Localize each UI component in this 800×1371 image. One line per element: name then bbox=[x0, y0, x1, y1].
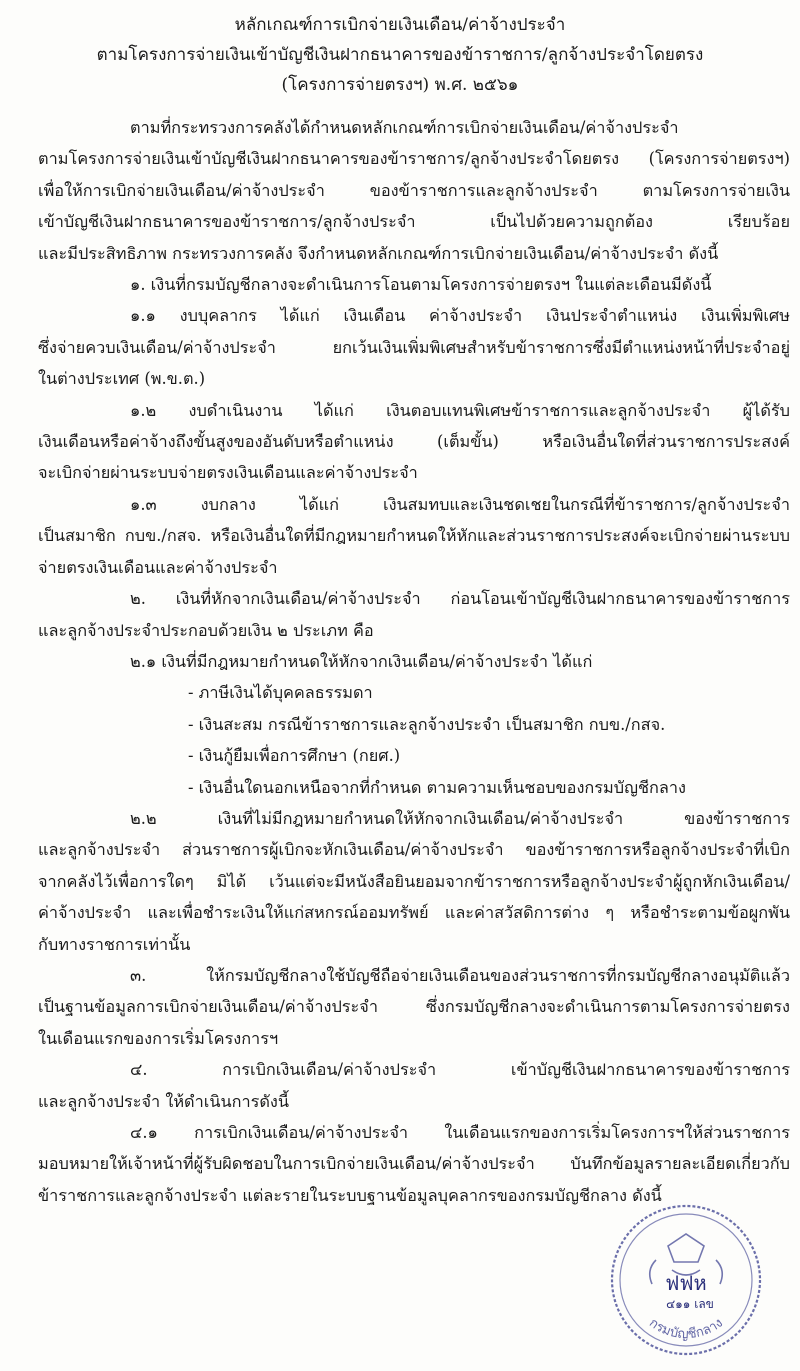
paragraph-line: เป็นสมาชิก กบข./กสจ. หรือเงินอื่นใดที่มีกฎหมายกำหนดให้หักและส่วนราชการประสงค์จะเบิกจ่ายผ่านระบบ bbox=[38, 526, 790, 546]
paragraph-line: ในต่างประเทศ (พ.ข.ต.) bbox=[38, 369, 206, 389]
paragraph-line: และลูกจ้างประจำ ให้ดำเนินการดังนี้ bbox=[38, 1091, 289, 1111]
paragraph-line: และลูกจ้างประจำ ส่วนราชการผู้เบิกจะหักเงินเดือน/ค่าจ้างประจำ ของข้าราชการหรือลูกจ้างประจำที่เบิก bbox=[38, 840, 790, 860]
paragraph-line: ๑.๒ งบดำเนินงาน ได้แก่ เงินตอบแทนพิเศษข้าราชการและลูกจ้างประจำ ผู้ได้รับ bbox=[130, 400, 790, 420]
paragraph-line: จากคลังไว้เพื่อการใดๆ มิได้ เว้นแต่จะมีหนังสือยินยอมจากข้าราชการหรือลูกจ้างประจำผู้ถูกหักเงินเดือน/ bbox=[38, 871, 790, 891]
paragraph-line: และมีประสิทธิภาพ กระทรวงการคลัง จึงกำหนดหลักเกณฑ์การเบิกจ่ายเงินเดือน/ค่าจ้างประจำ ดังนี้ bbox=[38, 243, 719, 263]
paragraph-line: และลูกจ้างประจำประกอบด้วยเงิน ๒ ประเภท คือ bbox=[38, 620, 374, 640]
title-line-2: ตามโครงการจ่ายเงินเข้าบัญชีเงินฝากธนาคารของข้าราชการ/ลูกจ้างประจำโดยตรง bbox=[96, 45, 704, 65]
paragraph-line: ๔.๑ การเบิกเงินเดือน/ค่าจ้างประจำ ในเดือนแรกของการเริ่มโครงการฯให้ส่วนราชการ bbox=[130, 1123, 790, 1142]
garuda-seal-icon bbox=[606, 1200, 766, 1360]
paragraph-line: เงินเดือนหรือค่าจ้างถึงขั้นสูงของอันดับหรือตำแหน่ง (เต็มขั้น) หรือเงินอื่นใดที่ส่วนราชการประสงค์ bbox=[38, 432, 790, 452]
paragraph-line: จ่ายตรงเงินเดือนและค่าจ้างประจำ bbox=[38, 557, 278, 577]
paragraph-line: มอบหมายให้เจ้าหน้าที่ผู้รับผิดชอบในการเบิกจ่ายเงินเดือน/ค่าจ้างประจำ บันทึกข้อมูลรายละเอียดเกี่ยวกับ bbox=[38, 1154, 790, 1174]
paragraph-line: ค่าจ้างประจำ และเพื่อชำระเงินให้แก่สหกรณ์ออมทรัพย์ และค่าสวัสดิการต่าง ๆ หรือชำระตามข้อผูกพัน bbox=[38, 903, 790, 923]
paragraph-line: ๒.๒ เงินที่ไม่มีกฎหมายกำหนดให้หักจากเงินเดือน/ค่าจ้างประจำ ของข้าราชการ bbox=[130, 808, 790, 828]
paragraph-line: ตามที่กระทรวงการคลังได้กำหนดหลักเกณฑ์การเบิกจ่ายเงินเดือน/ค่าจ้างประจำ bbox=[130, 118, 679, 137]
subsection-heading: ๒.๑ เงินที่มีกฎหมายกำหนดให้หักจากเงินเดือน/ค่าจ้างประจำ ได้แก่ bbox=[130, 651, 593, 671]
title-line-3: (โครงการจ่ายตรงฯ) พ.ศ. ๒๕๖๑ bbox=[281, 75, 519, 95]
section-heading: ๓. ให้กรมบัญชีกลางใช้บัญชีถือจ่ายเงินเดือนของส่วนราชการที่กรมบัญชีกลางอนุมัติแล้ว bbox=[130, 965, 790, 985]
paragraph-line: ๑.๓ งบกลาง ได้แก่ เงินสมทบและเงินชดเชยในกรณีที่ข้าราชการ/ลูกจ้างประจำ bbox=[130, 494, 790, 514]
paragraph-line: ในเดือนแรกของการเริ่มโครงการฯ bbox=[38, 1028, 279, 1048]
list-item: - ภาษีเงินได้บุคคลธรรมดา bbox=[188, 683, 373, 703]
paragraph-line: เป็นฐานข้อมูลการเบิกจ่ายเงินเดือน/ค่าจ้างประจำ ซึ่งกรมบัญชีกลางจะดำเนินการตามโครงการจ่ายตรง bbox=[38, 997, 790, 1017]
document-title bbox=[0, 10, 800, 100]
paragraph-line: เพื่อให้การเบิกจ่ายเงินเดือน/ค่าจ้างประจำ ของข้าราชการและลูกจ้างประจำ ตามโครงการจ่ายเงิน bbox=[38, 180, 790, 200]
paragraph-line: กับทางราชการเท่านั้น bbox=[38, 934, 191, 954]
list-item: - เงินสะสม กรณีข้าราชการและลูกจ้างประจำ เป็นสมาชิก กบข./กสจ. bbox=[188, 714, 666, 734]
paragraph-line: ข้าราชการและลูกจ้างประจำ แต่ละรายในระบบฐานข้อมูลบุคลากรของกรมบัญชีกลาง ดังนี้ bbox=[38, 1185, 662, 1205]
stamp-ring-text: กรมบัญชีกลาง bbox=[646, 1315, 726, 1343]
paragraph-line: เข้าบัญชีเงินฝากธนาคารของข้าราชการ/ลูกจ้างประจำ เป็นไปด้วยความถูกต้อง เรียบร้อย bbox=[38, 212, 790, 232]
paragraph-line: จะเบิกจ่ายผ่านระบบจ่ายตรงเงินเดือนและค่าจ้างประจำ bbox=[38, 463, 418, 483]
list-item: - เงินกู้ยืมเพื่อการศึกษา (กยศ.) bbox=[188, 746, 401, 766]
section-heading: ๒. เงินที่หักจากเงินเดือน/ค่าจ้างประจำ ก่อนโอนเข้าบัญชีเงินฝากธนาคารของข้าราชการ bbox=[130, 589, 790, 609]
section-heading: ๔. การเบิกเงินเดือน/ค่าจ้างประจำ เข้าบัญชีเงินฝากธนาคารของข้าราชการ bbox=[130, 1060, 790, 1080]
stamp-signature: ฟฟห bbox=[665, 1271, 707, 1295]
paragraph-line: ซึ่งจ่ายควบเงินเดือน/ค่าจ้างประจำ ยกเว้นเงินเพิ่มพิเศษสำหรับข้าราชการซึ่งมีตำแหน่งหน้าที่ประจำอยู่ bbox=[38, 337, 790, 357]
document-body bbox=[38, 112, 790, 1211]
paragraph-line: ๑.๑ งบบุคลากร ได้แก่ เงินเดือน ค่าจ้างประจำ เงินประจำตำแหน่ง เงินเพิ่มพิเศษ bbox=[130, 306, 790, 326]
list-item: - เงินอื่นใดนอกเหนือจากที่กำหนด ตามความเห็นชอบของกรมบัญชีกลาง bbox=[188, 777, 686, 797]
paragraph-line: ตามโครงการจ่ายเงินเข้าบัญชีเงินฝากธนาคารของข้าราชการ/ลูกจ้างประจำโดยตรง (โครงการจ่ายตรงฯ) bbox=[38, 149, 790, 169]
stamp-number: ๔๑๑ เลข bbox=[666, 1297, 714, 1311]
title-line-1: หลักเกณฑ์การเบิกจ่ายเงินเดือน/ค่าจ้างประจำ bbox=[234, 15, 566, 35]
section-heading: ๑. เงินที่กรมบัญชีกลางจะดำเนินการโอนตามโครงการจ่ายตรงฯ ในแต่ละเดือนมีดังนี้ bbox=[130, 275, 712, 295]
